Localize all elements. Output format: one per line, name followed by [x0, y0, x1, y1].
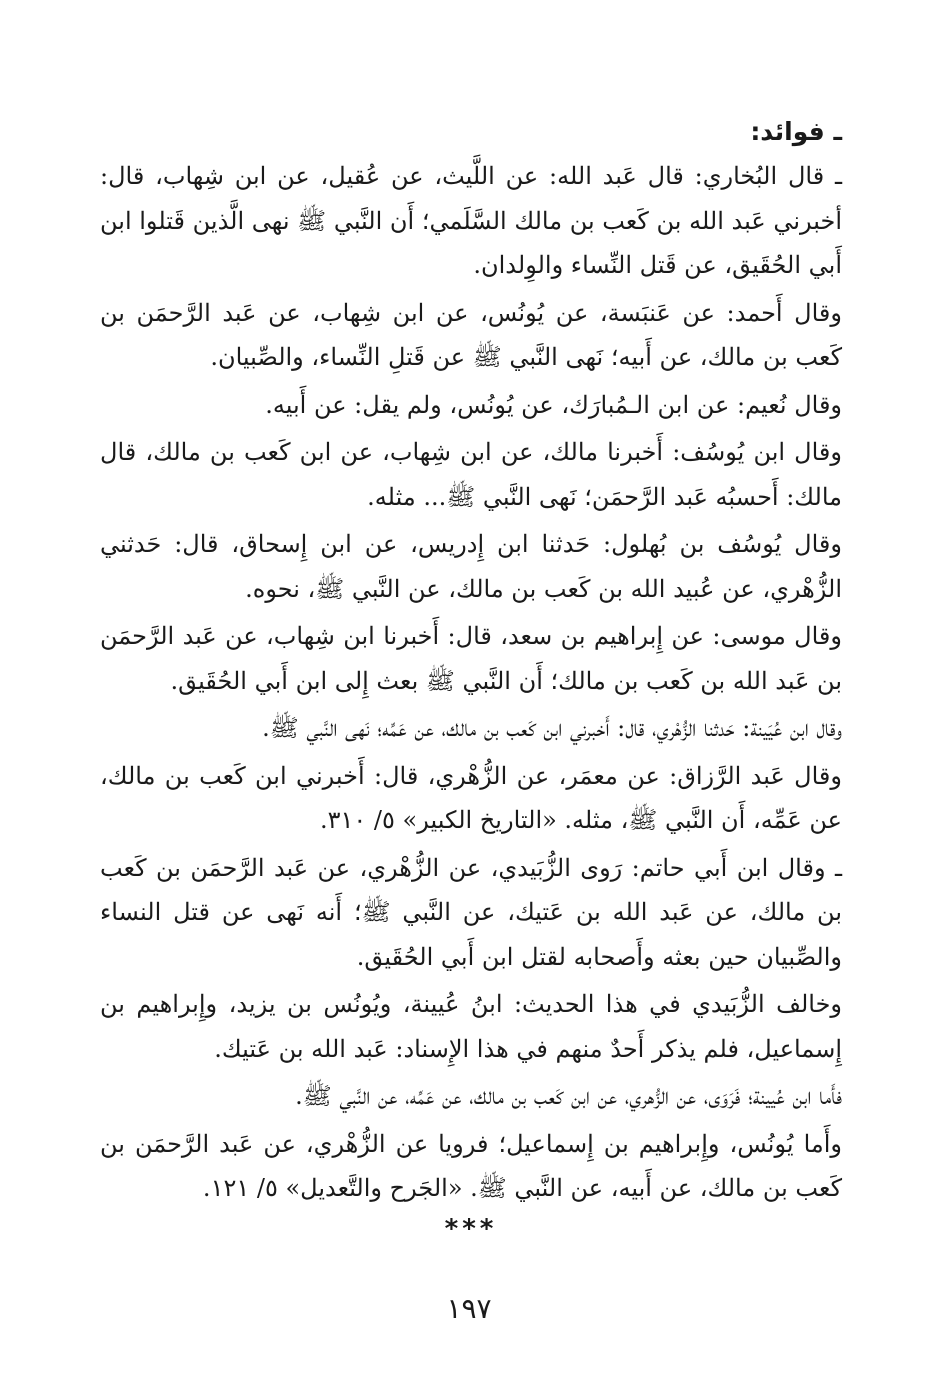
- paragraph-ibn-abi-hatim: ـ وقال ابن أَبي حاتم: رَوى الزُّبَيدي، عن الزُّهْري، عن عَبد الرَّحمَن بن كَعب بن مالك، عن عَبد الله بن عَتيك، عن النَّبي ﷺ؛ أَنه نَهى عن قتل النساء والصِّبيان حين بعثه وأَصحابه لقتل ابن أَبي الحُقَيق.: [100, 853, 843, 971]
- paragraph-nuaym: وقال نُعيم: عن ابن الـمُبارَك، عن يُونُس، ولم يقل: عن أَبيه.: [265, 390, 842, 419]
- paragraph-ibn-yusuf: وقال ابن يُوسُف: أَخبرنا مالك، عن ابن شِهاب، عن ابن كَعب بن مالك، قال مالك: أَحسبُه عَبد الرَّحمَن؛ نَهى النَّبي ﷺ... مثله.: [100, 438, 842, 511]
- paragraph-musa: وقال موسى: عن إِبراهيم بن سعد، قال: أَخبرنا ابن شِهاب، عن عَبد الرَّحمَن بن عَبد الله بن كَعب بن مالك؛ أَن النَّبي ﷺ بعث إِلى ابن أَبي الحُقَيق.: [100, 622, 842, 695]
- paragraph-amma-ibn-uyayna: فأَما ابن عُيينة؛ فَرَوَى، عن الزُّهري، عن ابن كَعب بن مالك، عن عَمِّه، عن النَّبي ﷺ.: [295, 1082, 842, 1110]
- section-heading: ـ فوائد:: [750, 117, 842, 146]
- paragraph-khalafa: وخالف الزُّبَيدي في هذا الحديث: ابنُ عُيينة، ويُونُس بن يزيد، وإِبراهيم بن إِسماعيل، فلم يذكر أَحدٌ منهم في هذا الإِسناد: عَبد الله بن عَتيك.: [100, 990, 842, 1063]
- paragraph-bukhari: ـ قال البُخاري: قال عَبد الله: عن اللَّيث، عن عُقيل، عن ابن شِهاب، قال: أخبرني عَبد الله بن كَعب بن مالك السَّلَمي؛ أَن النَّبي ﷺ نهى الَّذين قَتلوا ابن أَبي الحُقَيق، عن قَتل النِّساء والوِلدان.: [100, 162, 842, 279]
- paragraph-ahmad: وقال أَحمد: عن عَنبَسة، عن يُونُس، عن ابن شِهاب، عن عَبد الرَّحمَن بن كَعب بن مالك، عن أَبيه؛ نَهى النَّبي ﷺ عن قَتلِ النِّساء، والصِّبيان.: [100, 298, 842, 371]
- page-number: ١٩٧: [446, 1292, 492, 1325]
- paragraph-amma-yunus: وأَما يُونُس، وإِبراهيم بن إِسماعيل؛ فرويا عن الزُّهْري، عن عَبد الرَّحمَن بن كَعب بن مالك، عن أَبيه، عن النَّبي ﷺ. «الجَرح والتَّعديل» ٥/ ١٢١.: [100, 1129, 842, 1202]
- section-separator: ***: [444, 1213, 498, 1244]
- paragraph-yusuf-bahlul: وقال يُوسُف بن بُهلول: حَدثنا ابن إِدريس، عن ابن إِسحاق، قال: حَدثني الزُّهْري، عن عُبيد الله بن كَعب بن مالك، عن النَّبي ﷺ، نحوه.: [100, 530, 842, 603]
- paragraph-ibn-uyayna: وقال ابن عُيَينة: حَدثنا الزُّهْري، قال: أَخبرني ابن كَعب بن مالك، عن عَمِّه؛ نَهى النَّبي ﷺ.: [262, 714, 842, 742]
- paragraph-abd-alrazzaq: وقال عَبد الرَّزاق: عن معمَر، عن الزُّهْري، قال: أَخبرني ابن كَعب بن مالك، عن عَمِّه، أَن النَّبي ﷺ، مثله. «التاريخ الكبير» ٥/ ٣١٠.: [100, 761, 842, 834]
